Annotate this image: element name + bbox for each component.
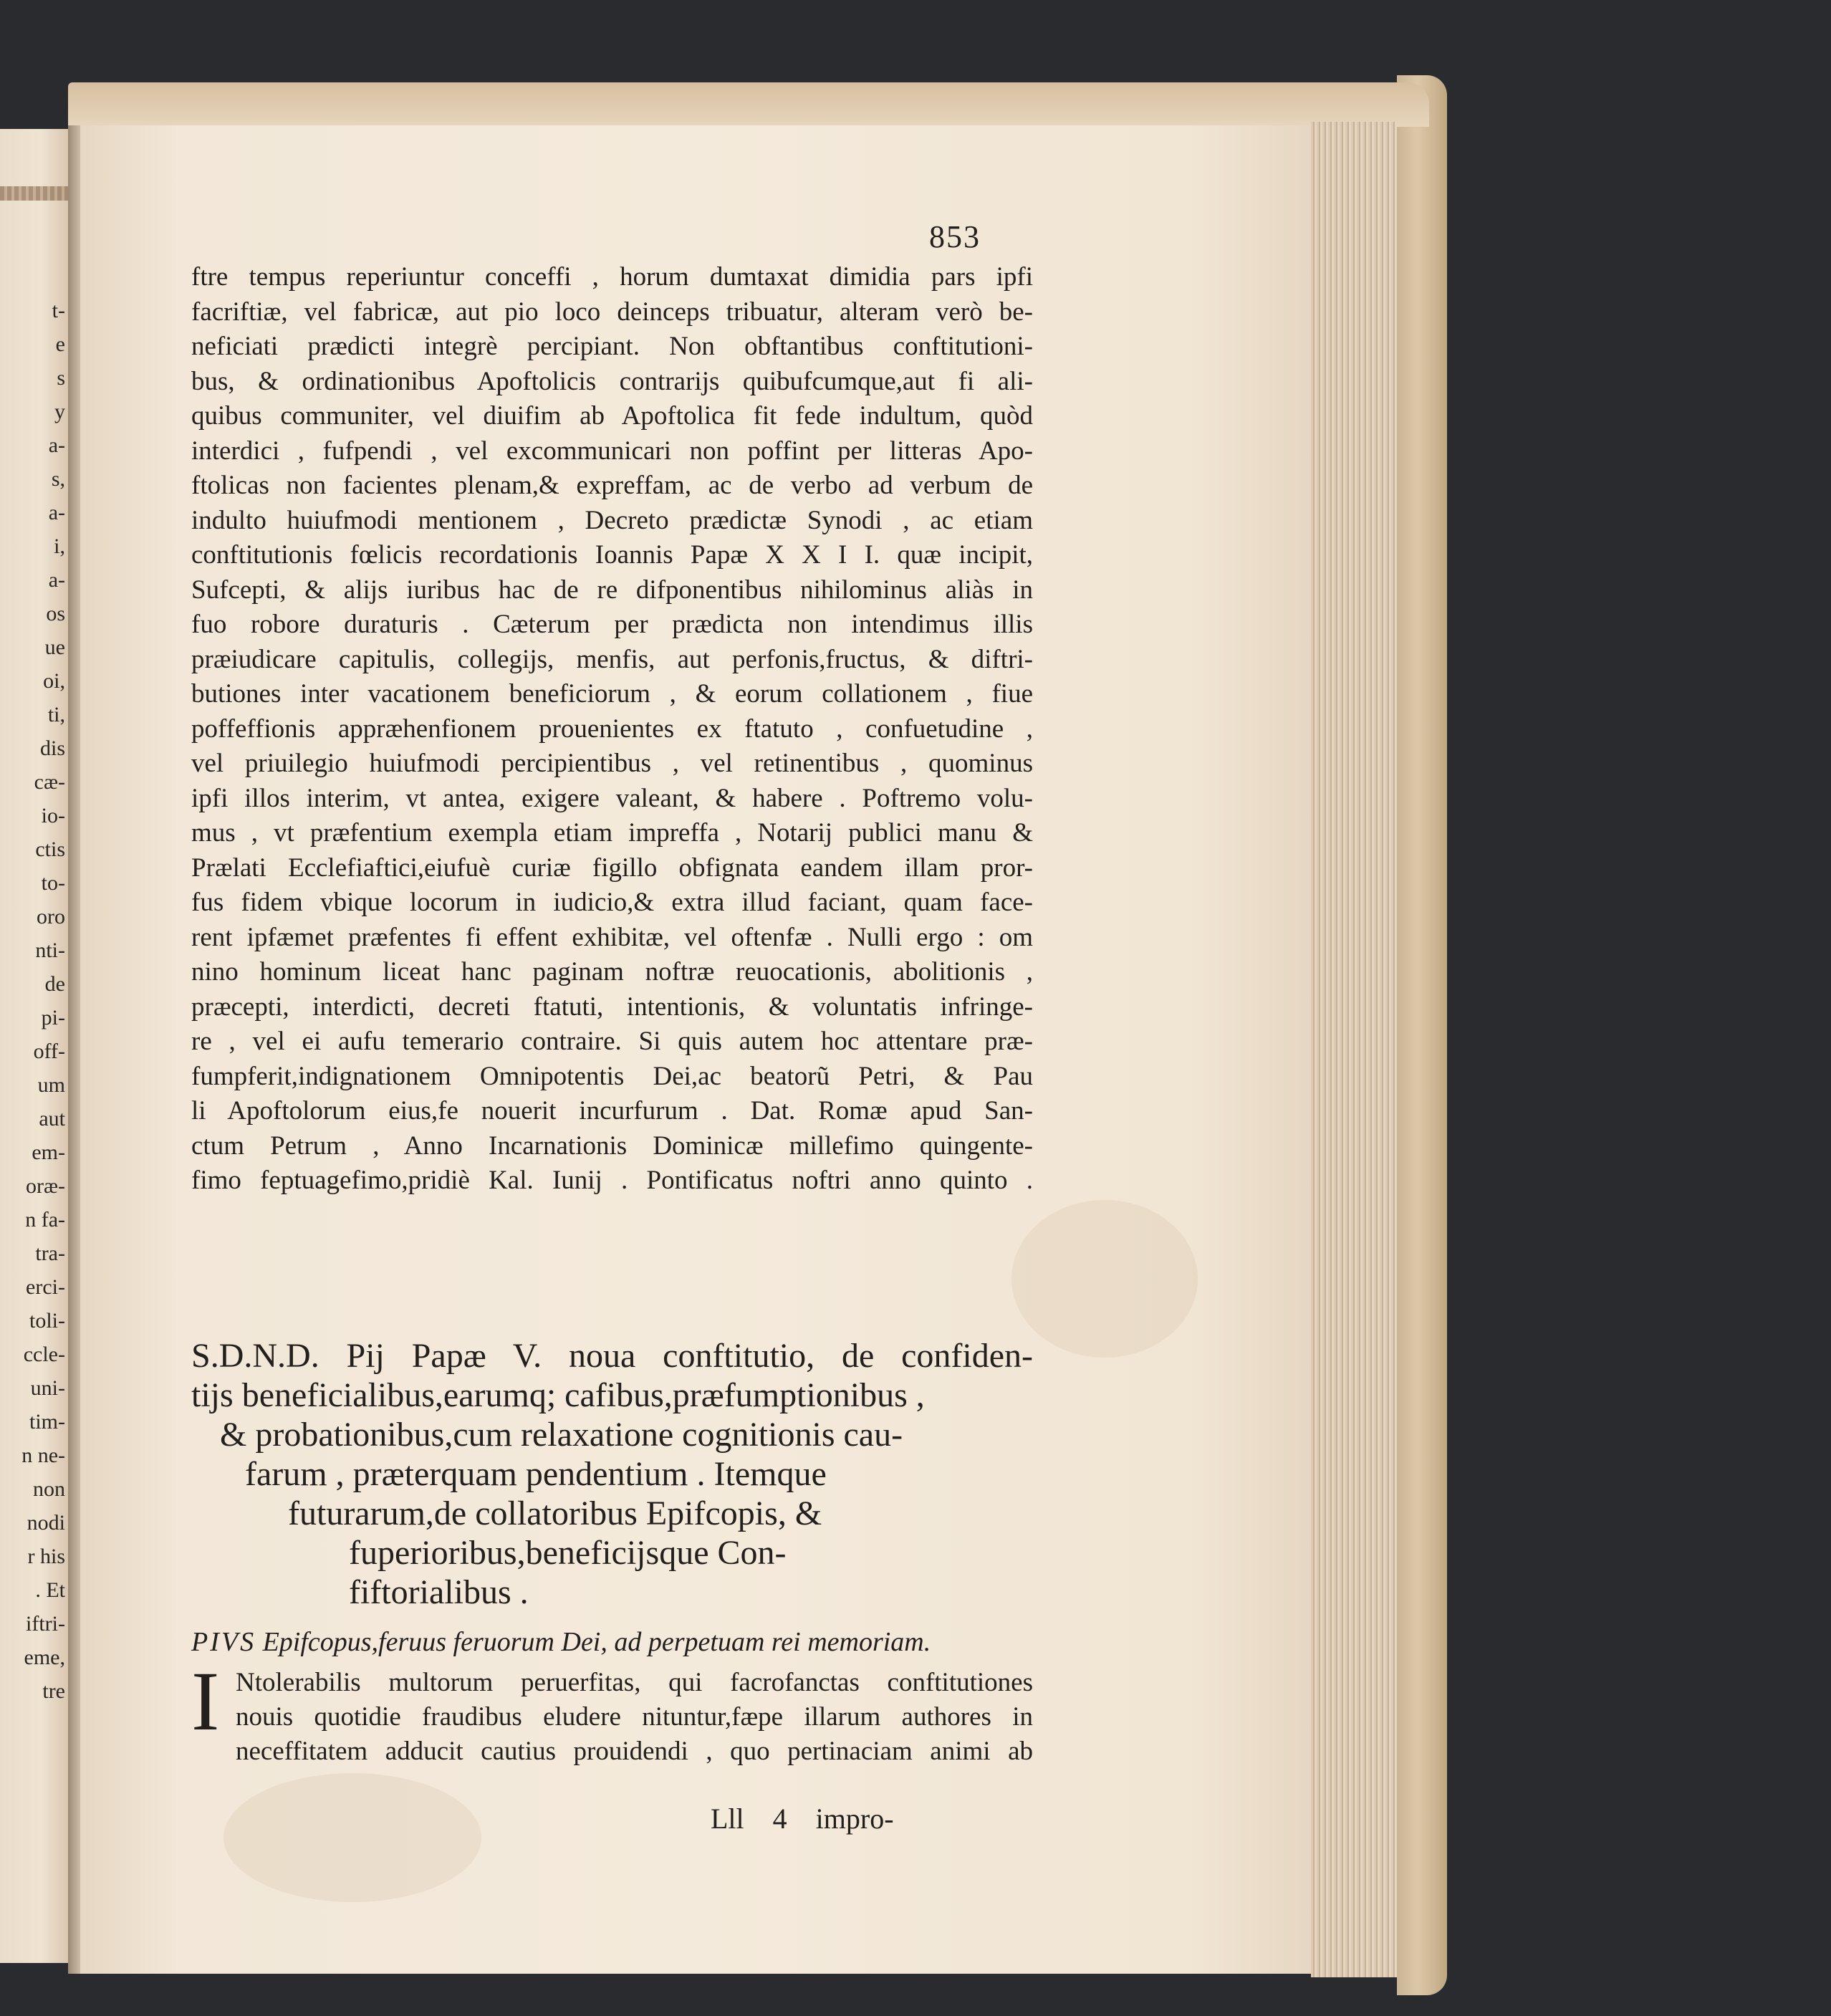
left-page-fragment: de bbox=[44, 972, 65, 996]
text-line: fus fidem vbique locorum in iudicio,& extra illud faciant, quam face- bbox=[191, 888, 1033, 917]
left-page-fragment: a- bbox=[48, 433, 65, 457]
text-line: fumpferit,indignationem Omnipotentis Dei,ac beatorũ Petri, & Pau bbox=[191, 1061, 1033, 1091]
text-line: interdici , fufpendi , vel excommunicari non poffint per litteras Apo- bbox=[191, 436, 1033, 466]
left-page-fragment: ctis bbox=[35, 837, 65, 861]
heading-line: S.D.N.D. Pij Papæ V. noua conftitutio, de confiden- bbox=[191, 1337, 1033, 1375]
paper-stain bbox=[1011, 1200, 1198, 1358]
left-page-fragment: ti, bbox=[47, 703, 65, 726]
text-line: ctum Petrum , Anno Incarnationis Dominicæ millefimo quingente- bbox=[191, 1131, 1033, 1161]
left-page-fragment: oro bbox=[37, 905, 65, 928]
page-number: 853 bbox=[929, 219, 981, 254]
left-page-fragment: r his bbox=[27, 1545, 65, 1568]
catchword: impro- bbox=[815, 1803, 894, 1835]
text-line: ftre tempus reperiuntur conceffi , horum dumtaxat dimidia pars ipfi bbox=[191, 262, 1033, 292]
text-line: fimo feptuagefimo,pridiè Kal. Iunij . Pontificatus noftri anno quinto . bbox=[191, 1166, 1033, 1195]
signature-number: 4 bbox=[772, 1803, 787, 1835]
text-line: fuo robore duraturis . Cæterum per prædicta non intendimus illis bbox=[191, 610, 1033, 639]
left-page-fragment: aut bbox=[39, 1107, 65, 1131]
left-page-fragment: e bbox=[55, 332, 65, 356]
left-page-fragment: um bbox=[37, 1073, 65, 1097]
text-line: indulto huiufmodi mentionem , Decreto prædictæ Synodi , ac etiam bbox=[191, 505, 1033, 535]
left-page-fragment: toli- bbox=[29, 1309, 65, 1333]
book-cover-top bbox=[68, 82, 1429, 127]
signature-line bbox=[711, 1802, 923, 1835]
signature-mark: Lll bbox=[711, 1803, 744, 1835]
left-page-fragment: cæ- bbox=[34, 770, 65, 794]
text-line: nino hominum liceat hanc paginam noftræ reuocationis, abolitionis , bbox=[191, 957, 1033, 987]
text-line: bus, & ordinationibus Apoftolicis contrarijs quibufcumque,aut fi ali- bbox=[191, 366, 1033, 396]
constitution-heading bbox=[191, 1336, 1033, 1612]
left-page-headpiece bbox=[0, 186, 68, 201]
text-line: Prælati Ecclefiaftici,eiufuè curiæ figillo obfignata eandem illam pror- bbox=[191, 853, 1033, 883]
left-page-fragment: eme, bbox=[24, 1646, 65, 1669]
left-page-fragment: oræ- bbox=[26, 1174, 65, 1198]
body-paragraph bbox=[191, 260, 1033, 1199]
text-line: vel priuilegio huiufmodi percipientibus , vel retinentibus , quominus bbox=[191, 749, 1033, 778]
page-stack-edges bbox=[1311, 122, 1397, 1977]
left-page-fragment: ue bbox=[44, 635, 65, 659]
salutation-text: Epifcopus,feruus feruorum Dei, ad perpetuam rei memoriam. bbox=[256, 1627, 931, 1657]
salutation-name: PIVS bbox=[191, 1627, 256, 1657]
text-line: quibus communiter, vel diuifim ab Apoftolica fit fede indultum, quòd bbox=[191, 401, 1033, 431]
left-page-fragment: io- bbox=[41, 804, 65, 827]
left-page-fragment: s, bbox=[51, 467, 65, 491]
left-page-fragment: to- bbox=[41, 871, 65, 895]
text-line: facriftiæ, vel fabricæ, aut pio loco deinceps tribuatur, alteram verò be- bbox=[191, 297, 1033, 327]
left-page-fragment: nodi bbox=[27, 1511, 65, 1535]
left-page-fragment: off- bbox=[33, 1040, 65, 1063]
text-line: neceffitatem adducit cautius prouidendi , quo pertinaciam animi ab bbox=[236, 1737, 1033, 1766]
text-line: re , vel ei aufu temerario contraire. Si quis autem hoc attentare præ- bbox=[191, 1027, 1033, 1056]
left-page-fragment: n fa- bbox=[25, 1208, 65, 1232]
left-page-fragment: tre bbox=[42, 1679, 65, 1703]
left-page-fragment: erci- bbox=[26, 1275, 65, 1299]
text-line: ftolicas non facientes plenam,& expreffam, ac de verbo ad verbum de bbox=[191, 471, 1033, 500]
left-page-fragment: non bbox=[33, 1477, 65, 1501]
left-page-text-fragments bbox=[4, 294, 65, 1708]
left-page-fragment: oi, bbox=[43, 669, 65, 693]
left-page-fragment: ccle- bbox=[23, 1343, 65, 1366]
paper-stain bbox=[224, 1773, 481, 1902]
left-page-fragment: pi- bbox=[41, 1006, 65, 1029]
left-page-fragment: os bbox=[46, 602, 65, 625]
left-page-fragment: t- bbox=[52, 299, 65, 322]
left-page-fragment: y bbox=[54, 400, 65, 423]
text-line: Sufcepti, & alijs iuribus hac de re difponentibus nihilominus aliàs in bbox=[191, 575, 1033, 605]
left-page-fragment: tra- bbox=[35, 1242, 65, 1265]
book bbox=[0, 82, 1447, 1988]
left-page-fragment: i, bbox=[54, 534, 65, 558]
left-page-fragment: iftri- bbox=[26, 1612, 65, 1636]
text-line: poffeffionis appræhenfionem prouenientes ex ftatuto , confuetudine , bbox=[191, 714, 1033, 744]
right-page bbox=[80, 125, 1312, 1974]
text-line: præiudicare capitulis, collegijs, menfis, aut perfonis,fructus, & diftri- bbox=[191, 644, 1033, 674]
left-page-fragment: uni- bbox=[30, 1376, 65, 1400]
text-line: ipfi illos interim, vt antea, exigere valeant, & habere . Poftremo volu- bbox=[191, 783, 1033, 813]
text-line: li Apoftolorum eius,fe nouerit incurfurum . Dat. Romæ apud San- bbox=[191, 1096, 1033, 1125]
salutation-line bbox=[191, 1626, 1033, 1658]
left-page-fragment: s bbox=[57, 366, 65, 390]
drop-initial: I bbox=[191, 1654, 220, 1748]
heading-line: tijs beneficialibus,earumq; cafibus,præfumptionibus , bbox=[191, 1376, 925, 1414]
text-line: rent ipfæmet præfentes fi effent exhibitæ, vel oftenfæ . Nulli ergo : om bbox=[191, 922, 1033, 952]
left-page-fragment: . Et bbox=[35, 1578, 65, 1602]
book-cover-spine bbox=[1397, 75, 1447, 1995]
heading-line: fiftorialibus . bbox=[349, 1573, 529, 1611]
opening-paragraph bbox=[236, 1666, 1033, 1769]
heading-line: fuperioribus,beneficijsque Con- bbox=[349, 1534, 787, 1572]
left-page-fragment: a- bbox=[48, 501, 65, 524]
text-line: Ntolerabilis multorum peruerfitas, qui facrofanctas conftitutiones bbox=[236, 1668, 1033, 1697]
left-page-fragment: tim- bbox=[29, 1410, 65, 1434]
text-line: butiones inter vacationem beneficiorum , & eorum collationem , fiue bbox=[191, 679, 1033, 709]
text-line: neficiati prædicti integrè percipiant. Non obftantibus conftitutioni- bbox=[191, 332, 1033, 361]
left-page-edge bbox=[0, 129, 69, 1963]
text-line: mus , vt præfentium exempla etiam impreffa , Notarij publici manu & bbox=[191, 818, 1033, 848]
text-line: conftitutionis fœlicis recordationis Ioannis Papæ X X I I. quæ incipit, bbox=[191, 540, 1033, 570]
left-page-fragment: a- bbox=[48, 568, 65, 592]
text-line: præcepti, interdicti, decreti ftatuti, intentionis, & voluntatis infringe- bbox=[191, 992, 1033, 1022]
heading-line: & probationibus,cum relaxatione cognitionis cau- bbox=[220, 1416, 903, 1454]
heading-line: farum , præterquam pendentium . Itemque bbox=[245, 1455, 827, 1493]
left-page-fragment: dis bbox=[39, 736, 65, 760]
left-page-fragment: em- bbox=[32, 1141, 65, 1164]
text-line: nouis quotidie fraudibus eludere nituntur,fæpe illarum authores in bbox=[236, 1702, 1033, 1732]
left-page-fragment: n ne- bbox=[21, 1444, 65, 1467]
left-page-fragment: nti- bbox=[35, 939, 65, 962]
heading-line: futurarum,de collatoribus Epifcopis, & bbox=[288, 1494, 822, 1532]
